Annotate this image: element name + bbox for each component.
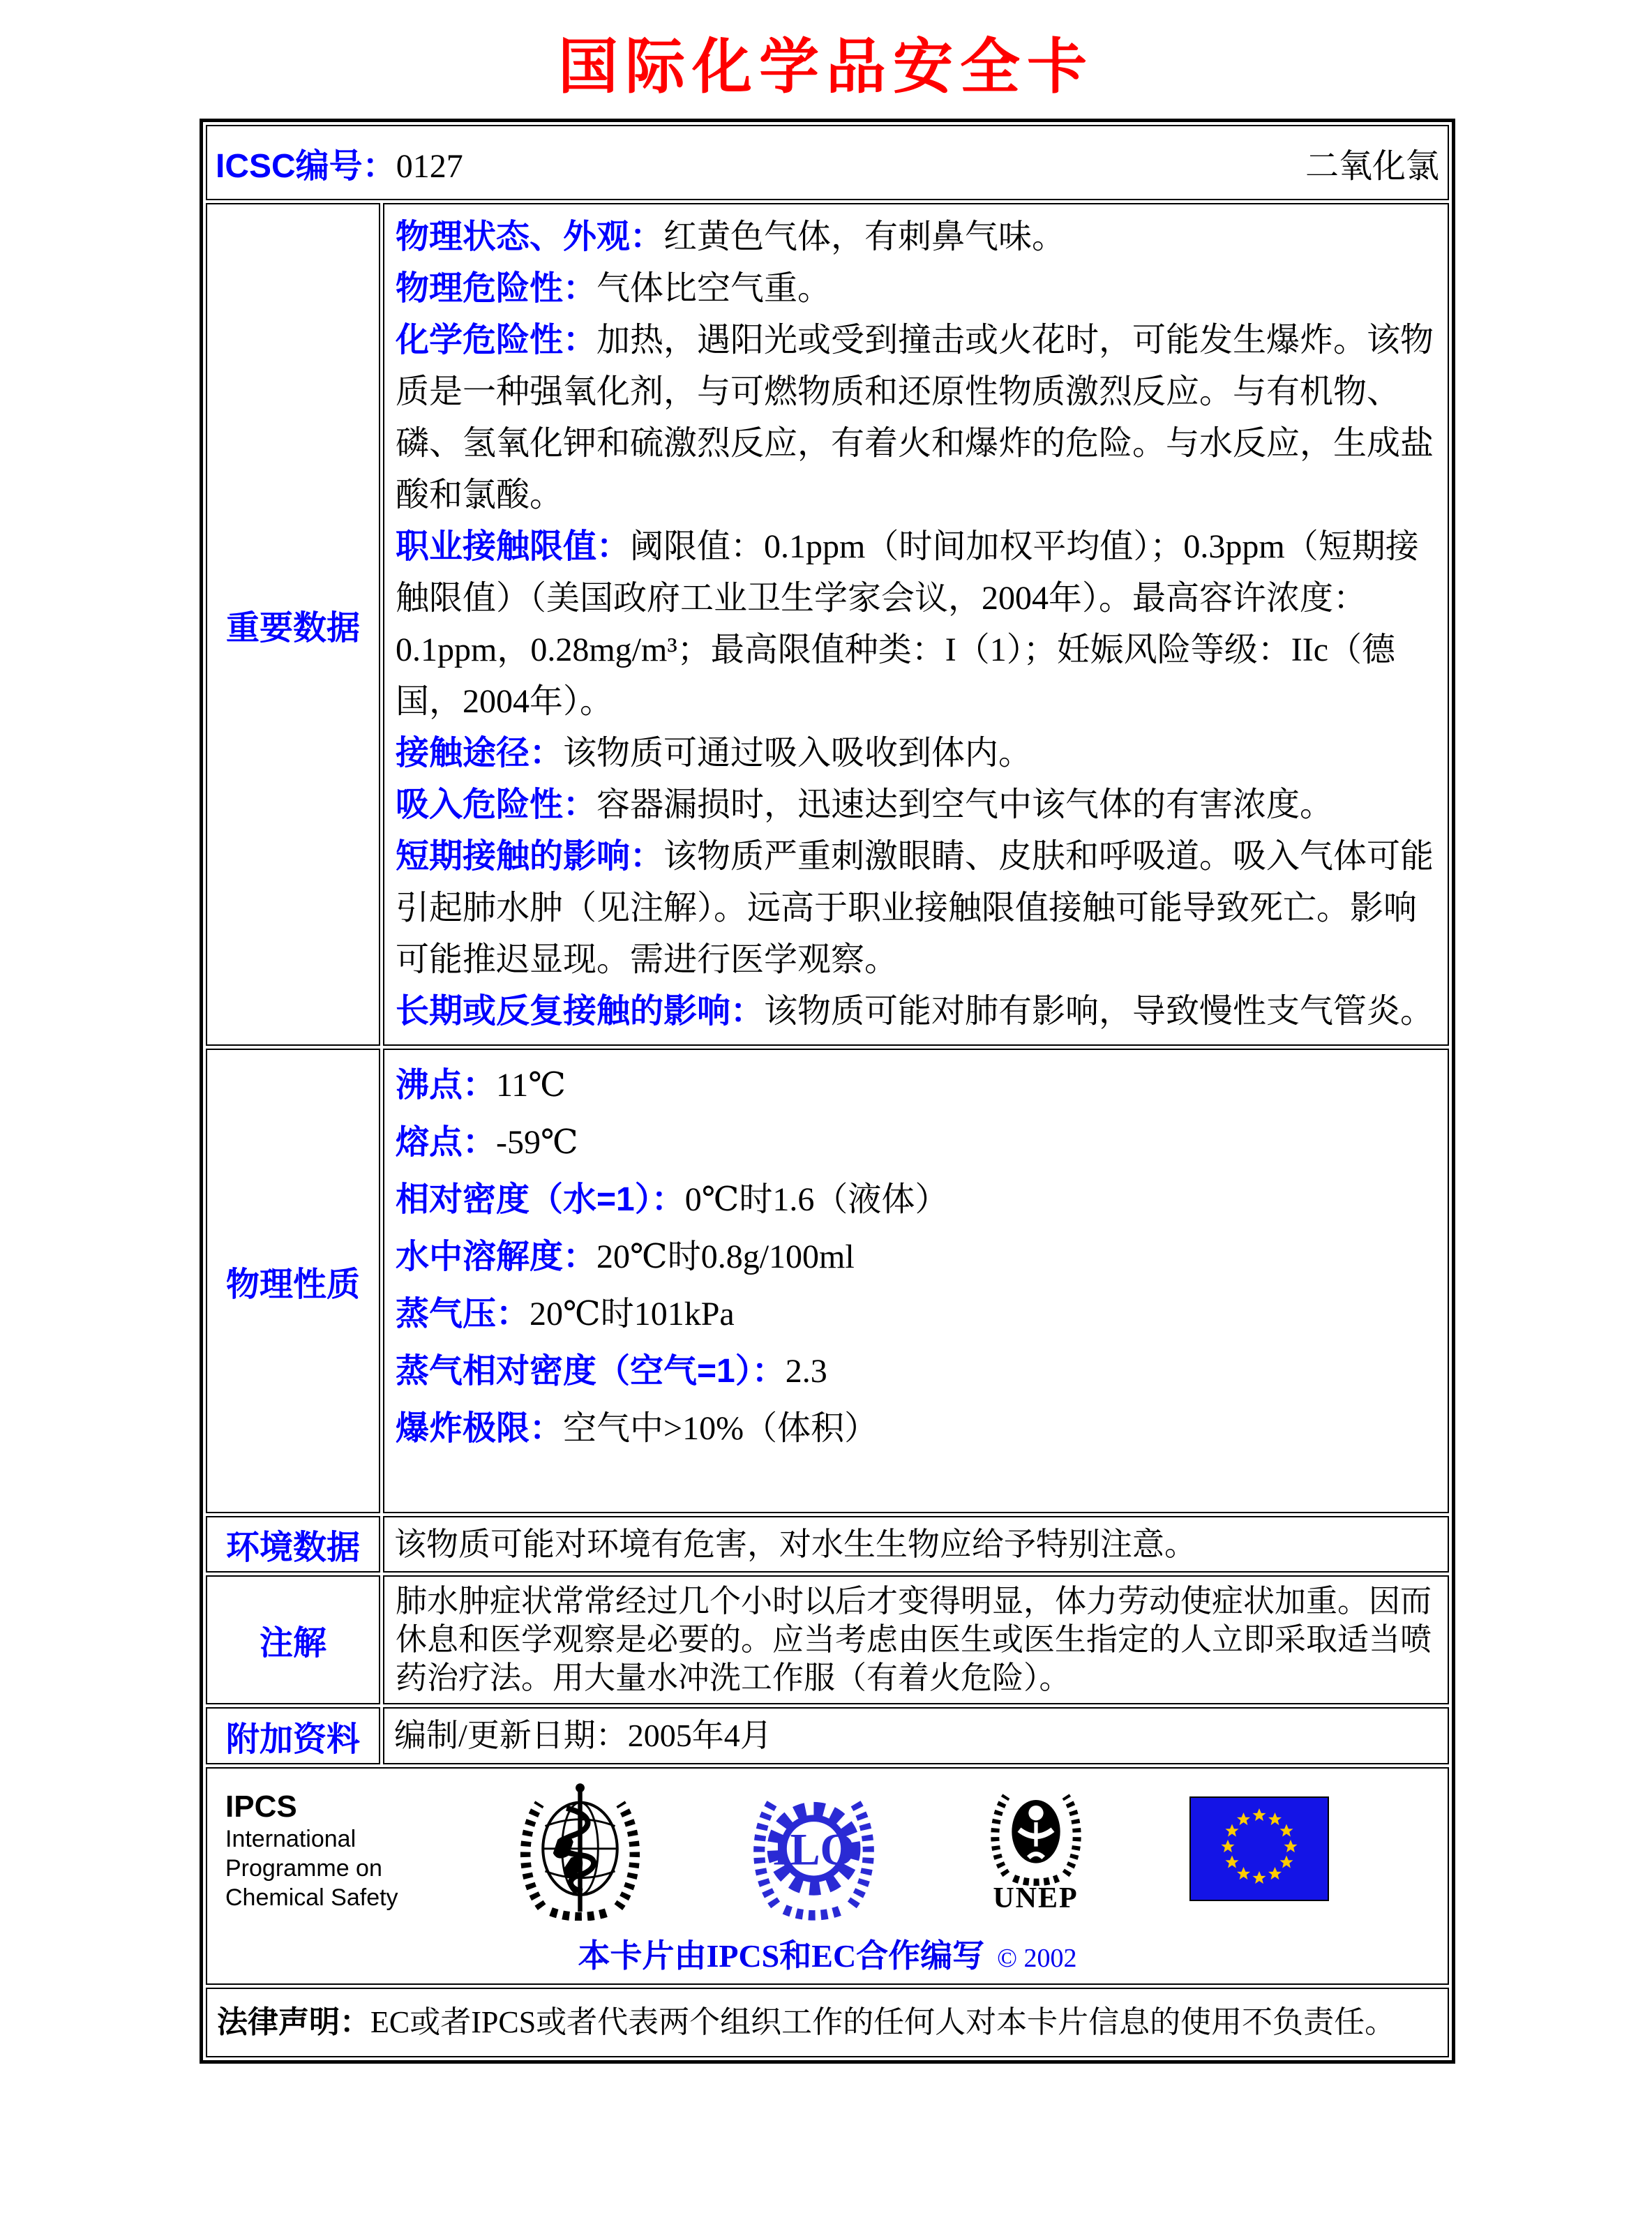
field-water-solubility: 水中溶解度：20℃时0.8g/100ml — [396, 1238, 855, 1275]
eu-flag-icon — [1189, 1796, 1329, 1901]
legal-label: 法律声明： — [217, 2005, 370, 2039]
additional-info-content: 编制/更新日期：2005年4月 — [383, 1707, 1449, 1764]
field-melting-point: 熔点：-59℃ — [396, 1124, 578, 1161]
unep-logo-icon — [980, 1781, 1092, 1886]
environmental-data-label: 环境数据 — [206, 1516, 380, 1573]
ilo-logo-icon — [746, 1781, 882, 1921]
icsc-number: ICSC编号：0127 — [216, 147, 463, 185]
logos-cell — [206, 1767, 1449, 1985]
legal-row — [206, 1988, 1449, 2057]
field-relative-density: 相对密度（水=1）：0℃时1.6（液体） — [396, 1181, 949, 1218]
field-inhalation-risk: 吸入危险性：容器漏损时，迅速达到空气中该气体的有害浓度。 — [396, 786, 1334, 823]
copyright-text: © 2002 — [997, 1944, 1077, 1973]
ipcs-acronym: IPCS — [225, 1789, 297, 1824]
important-data-label: 重要数据 — [206, 203, 380, 1046]
header-cell — [206, 125, 1449, 200]
notes-row — [206, 1575, 1449, 1704]
header-row — [206, 125, 1449, 200]
important-data-content — [383, 203, 1449, 1046]
physical-properties-row — [206, 1049, 1449, 1513]
field-short-term-effects: 短期接触的影响：该物质严重刺激眼睛、皮肤和呼吸道。吸入气体可能引起肺水肿（见注解）。远高于职业接触限值接触可能导致死亡。影响可能推迟显现。需进行医学观察。 — [396, 838, 1434, 978]
field-exposure-routes: 接触途径：该物质可通过吸入吸收到体内。 — [396, 735, 1032, 772]
unep-logo-block — [980, 1781, 1092, 1915]
field-boiling-point: 沸点：11℃ — [396, 1067, 566, 1104]
important-data-row — [206, 203, 1449, 1046]
environmental-data-row — [206, 1516, 1449, 1573]
legal-notice: 法律声明：EC或者IPCS或者代表两个组织工作的任何人对本卡片信息的使用不负责任。 — [206, 1988, 1449, 2057]
physical-properties-content — [383, 1049, 1449, 1513]
additional-info-row — [206, 1707, 1449, 1764]
notes-label: 注解 — [206, 1575, 380, 1704]
page-title: 国际化学品安全卡 — [558, 33, 1094, 100]
icsc-number-label: ICSC编号： — [216, 147, 396, 185]
field-vapor-density: 蒸气相对密度（空气=1）：2.3 — [396, 1353, 827, 1390]
notes-content: 肺水肿症状常常经过几个小时以后才变得明显，体力劳动使症状加重。因而休息和医学观察是必要的。应当考虑由医生或医生指定的人立即采取适当喷药治疗法。用大量水冲洗工作服（有着火危险）。 — [383, 1575, 1449, 1704]
field-physical-state: 物理状态、外观：红黄色气体，有刺鼻气味。 — [396, 218, 1066, 255]
field-physical-danger: 物理危险性：气体比空气重。 — [396, 270, 832, 307]
field-explosive-limits: 爆炸极限：空气中>10%（体积） — [396, 1410, 878, 1447]
additional-info-label: 附加资料 — [206, 1707, 380, 1764]
ipcs-text-block: IPCS International Programme on Chemical Safety — [225, 1781, 414, 1912]
logos-row — [206, 1767, 1449, 1985]
physical-properties-label: 物理性质 — [206, 1049, 380, 1513]
field-chemical-danger: 化学危险性：加热，遇阳光或受到撞击或火花时，可能发生爆炸。该物质是一种强氧化剂，与可燃物质和还原性物质激烈反应。与有机物、磷、氢氧化钾和硫激烈反应，有着火和爆炸的危险。与水反应，生成盐酸和氯酸。 — [396, 322, 1434, 513]
card-caption: 本卡片由IPCS和EC合作编写 © 2002 — [578, 1938, 1077, 1974]
environmental-data-content: 该物质可能对环境有危害，对水生生物应给予特别注意。 — [383, 1516, 1449, 1573]
field-vapor-pressure: 蒸气压：20℃时101kPa — [396, 1296, 735, 1333]
field-long-term-effects: 长期或反复接触的影响：该物质可能对肺有影响，导致慢性支气管炎。 — [396, 993, 1434, 1030]
unep-logo-text: UNEP — [993, 1882, 1079, 1914]
chemical-name: 二氧化氯 — [1305, 147, 1439, 185]
field-occupational-limits: 职业接触限值：阈限值：0.1ppm（时间加权平均值）；0.3ppm（短期接触限值）（美国政府工业卫生学家会议，2004年）。最高容许浓度：0.1ppm，0.28mg/m³；最高限值种类：I（1）；妊娠风险等级：IIc（德国，2004年）。 — [396, 528, 1419, 720]
who-logo-icon — [512, 1781, 648, 1921]
icsc-card-table — [200, 119, 1455, 2064]
svg-text:ILO: ILO — [772, 1824, 855, 1875]
